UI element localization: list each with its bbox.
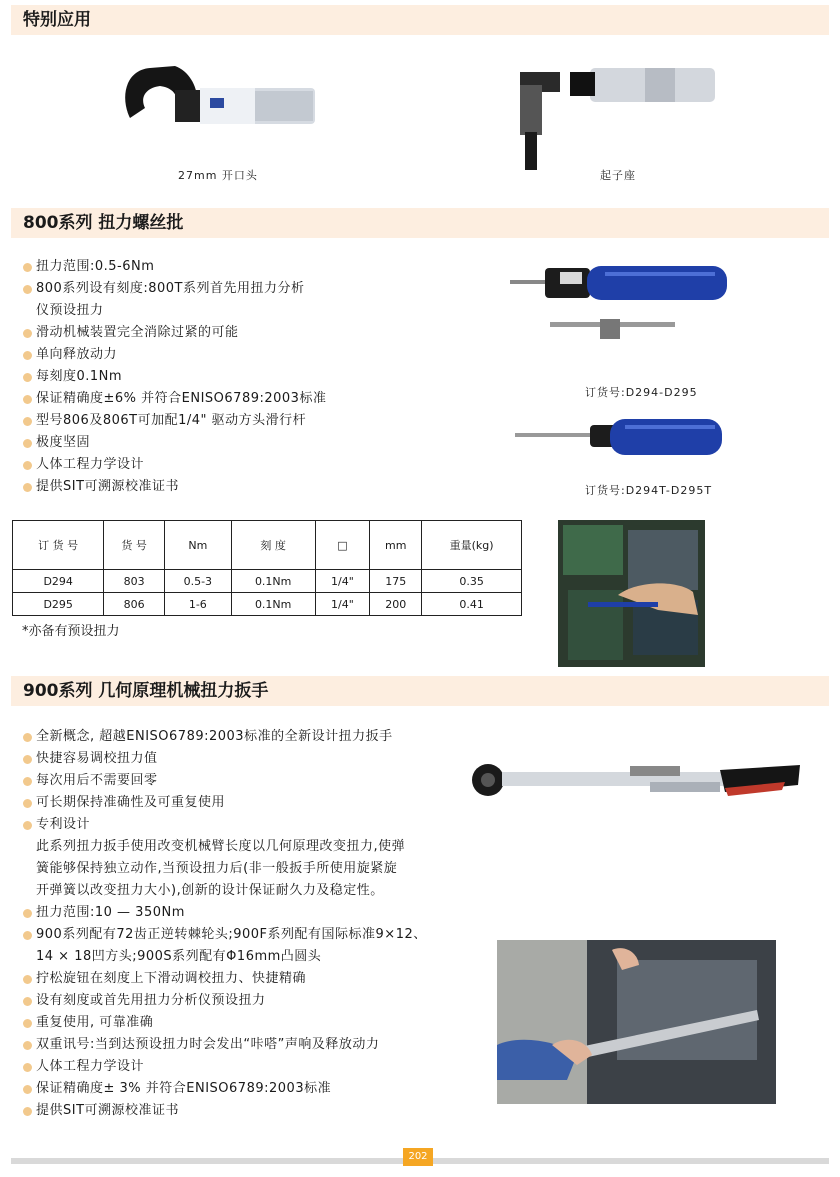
list-item: 人体工程力学设计 (22, 1056, 427, 1078)
table-header: 货 号 (104, 521, 165, 570)
section-header-special (11, 5, 829, 35)
table-cell: 1-6 (164, 593, 231, 616)
table-cell: D295 (13, 593, 104, 616)
table-cell: 1/4" (315, 593, 370, 616)
list-item: 滑动机械装置完全消除过紧的可能 (22, 322, 326, 344)
section-title: 特别应用 (23, 10, 91, 30)
list-item: 专利设计 (22, 814, 427, 836)
table-row (13, 593, 522, 616)
table-cell: 0.41 (422, 593, 522, 616)
caption-order-d294: 订货号:D294-D295 (585, 386, 698, 399)
caption-open-end-head: 27mm 开口头 (178, 169, 258, 182)
list-item: 重复使用, 可靠准确 (22, 1012, 427, 1034)
table-cell: D294 (13, 570, 104, 593)
section-title: 800系列 扭力螺丝批 (23, 213, 184, 233)
list-item: 800系列设有刻度:800T系列首先用扭力分析 (22, 278, 326, 300)
table-header: mm (370, 521, 422, 570)
preset-note: *亦备有预设扭力 (22, 624, 120, 639)
table-cell: 803 (104, 570, 165, 593)
list-item: 提供SIT可溯源校准证书 (22, 476, 326, 498)
list-item: 保证精确度± 3% 并符合ENISO6789:2003标准 (22, 1078, 427, 1100)
list-item: 全新概念, 超越ENISO6789:2003标准的全新设计扭力扳手 (22, 726, 427, 748)
table-cell: 200 (370, 593, 422, 616)
list-item: 单向释放动力 (22, 344, 326, 366)
bit-holder-image (515, 60, 720, 175)
list-item: 设有刻度或首先用扭力分析仪预设扭力 (22, 990, 427, 1012)
table-cell: 806 (104, 593, 165, 616)
torque-screwdriver-image (505, 262, 730, 347)
list-item: 拧松旋钮在刻度上下滑动调校扭力、快捷精确 (22, 968, 427, 990)
feature-list-900 (22, 726, 427, 1122)
list-item: 可长期保持准确性及可重复使用 (22, 792, 427, 814)
list-item: 每次用后不需要回零 (22, 770, 427, 792)
caption-order-d294t: 订货号:D294T-D295T (585, 484, 713, 497)
list-item: 开弹簧以改变扭力大小),创新的设计保证耐久力及稳定性。 (36, 883, 384, 898)
table-row (13, 570, 522, 593)
torque-wrench-image (470, 760, 805, 805)
caption-bit-holder: 起子座 (600, 169, 636, 182)
section-title: 900系列 几何原理机械扭力扳手 (23, 681, 269, 701)
list-item: 此系列扭力扳手使用改变机械臂长度以几何原理改变扭力,使弹 (36, 839, 406, 854)
list-item: 快捷容易调校扭力值 (22, 748, 427, 770)
circuit-board-photo (558, 520, 705, 667)
list-item: 型号806及806T可加配1/4" 驱动方头滑行杆 (22, 410, 326, 432)
table-cell: 1/4" (315, 570, 370, 593)
table-cell: 0.1Nm (231, 593, 315, 616)
feature-list-800 (22, 256, 326, 498)
table-header: 重量(kg) (422, 521, 522, 570)
list-item: 双重讯号:当到达预设扭力时会发出“咔嗒”声响及释放动力 (22, 1034, 427, 1056)
table-header: 刻 度 (231, 521, 315, 570)
table-header: 订 货 号 (13, 521, 104, 570)
list-item: 扭力范围:10 — 350Nm (22, 902, 427, 924)
table-header-row (13, 521, 522, 570)
list-item: 14 × 18凹方头;900S系列配有Φ16mm凸圆头 (36, 949, 322, 964)
list-item: 扭力范围:0.5-6Nm (22, 256, 326, 278)
list-item: 簧能够保持独立动作,当预设扭力后(非一般扳手所使用旋紧旋 (36, 861, 398, 876)
table-header: Nm (164, 521, 231, 570)
table-cell: 175 (370, 570, 422, 593)
page-number-badge: 202 (403, 1148, 433, 1166)
torque-screwdriver-t-image (510, 415, 725, 460)
list-item: 极度坚固 (22, 432, 326, 454)
table-cell: 0.35 (422, 570, 522, 593)
spec-table (12, 520, 522, 616)
list-item: 仪预设扭力 (36, 303, 104, 318)
section-header-800 (11, 208, 829, 238)
table-header: □ (315, 521, 370, 570)
wrench-in-use-photo (497, 940, 776, 1104)
list-item: 每刻度0.1Nm (22, 366, 326, 388)
section-header-900 (11, 676, 829, 706)
list-item: 900系列配有72齿正逆转棘轮头;900F系列配有国际标准9×12、 (22, 924, 427, 946)
list-item: 人体工程力学设计 (22, 454, 326, 476)
table-cell: 0.1Nm (231, 570, 315, 593)
open-end-head-image (120, 58, 320, 158)
list-item: 提供SIT可溯源校准证书 (22, 1100, 427, 1122)
table-cell: 0.5-3 (164, 570, 231, 593)
list-item: 保证精确度±6% 并符合ENISO6789:2003标准 (22, 388, 326, 410)
